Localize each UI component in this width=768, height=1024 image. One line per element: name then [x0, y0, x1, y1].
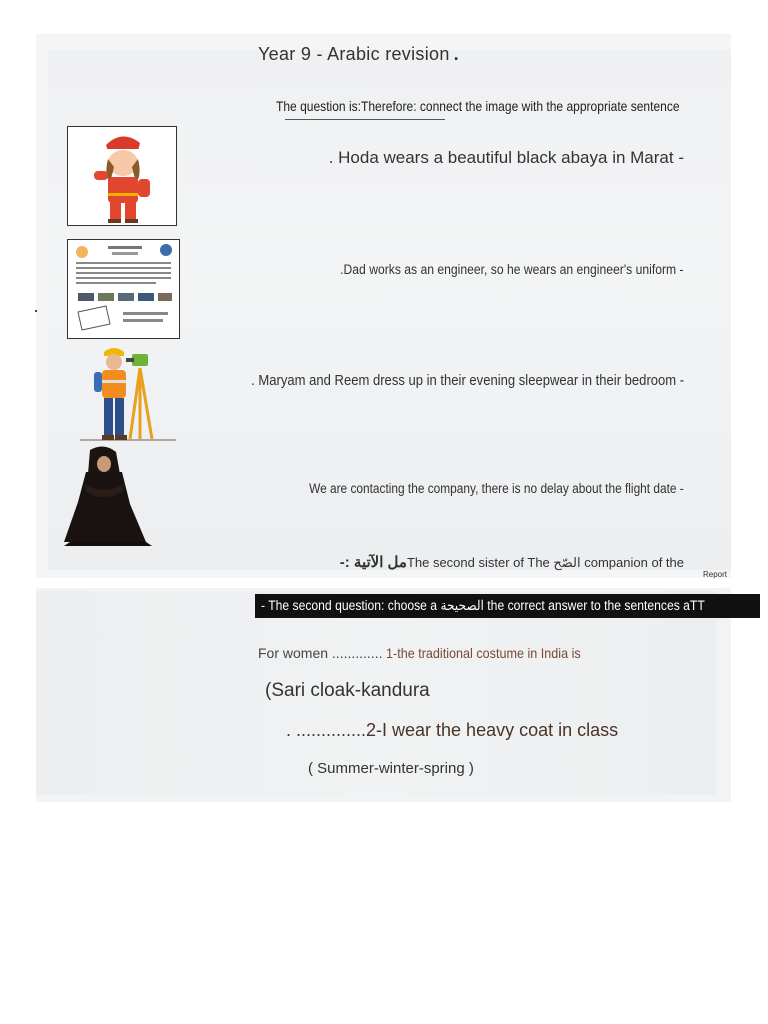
- sentence-1: . Hoda wears a beautiful black abaya in Marat -: [328, 148, 684, 167]
- question-2-item-1: [258, 645, 603, 661]
- item-1-text: 1-the traditional costume in India is: [386, 645, 582, 661]
- sentence-2: .Dad works as an engineer, so he wears an engineer's uniform -: [340, 262, 684, 277]
- report-link[interactable]: Report: [703, 570, 728, 579]
- woman-in-black-abaya-icon: [60, 444, 156, 548]
- stray-dot: [35, 310, 37, 312]
- cutoff-text: The second sister of The الصّح companion of the: [406, 555, 684, 570]
- question-2-item-2: . ..............2-I wear the heavy coat in class: [286, 720, 619, 740]
- cutoff-line: [340, 553, 684, 571]
- cutoff-arabic: -: مل الآتية: [339, 554, 407, 571]
- item-1-options: (Sari cloak-kandura: [265, 680, 430, 701]
- child-in-red-costume-icon: [67, 126, 177, 226]
- flight-ticket-document-icon: [67, 239, 180, 339]
- question-2-banner: - The second question: choose a الصحيحة the correct answer to the sentences aTT: [255, 594, 760, 618]
- question-underline: [285, 119, 445, 120]
- sentence-4: We are contacting the company, there is no delay about the flight date -: [309, 481, 684, 496]
- engineer-with-surveying-tripod-icon: [80, 344, 176, 442]
- sentence-3: . Maryam and Reem dress up in their evening sleepwear in their bedroom -: [250, 373, 684, 389]
- page-title: Year 9 - Arabic revision .: [258, 44, 459, 64]
- question-1-heading: The question is:Therefore: connect the image with the appropriate sentence: [276, 98, 680, 114]
- item-1-blank: For women .............: [258, 645, 387, 661]
- item-2-options: ( Summer-winter-spring ): [308, 760, 474, 777]
